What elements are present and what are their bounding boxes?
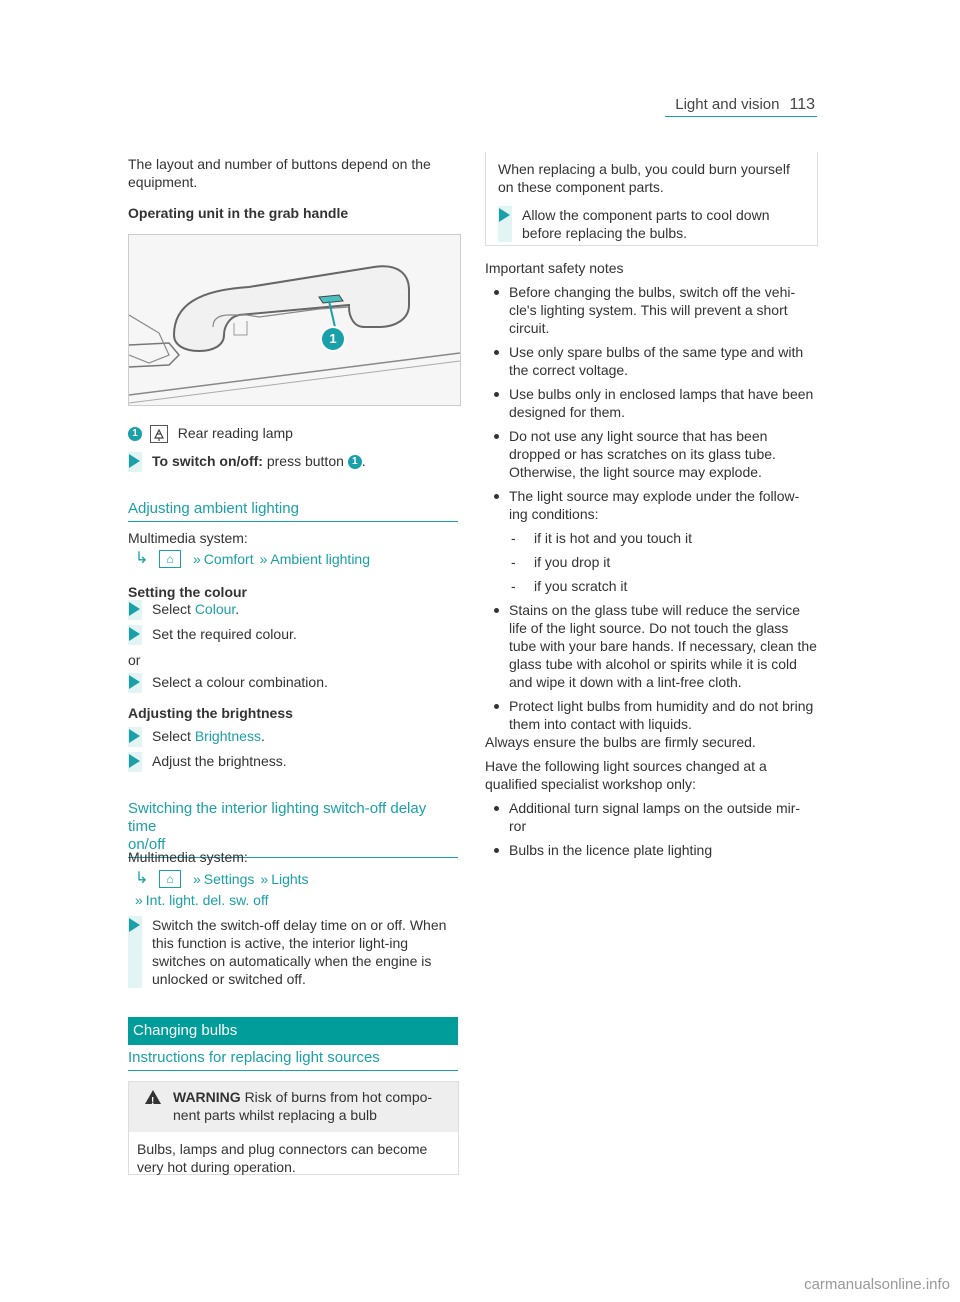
list-item: Bulbs in the licence plate lighting (485, 841, 817, 859)
ambient-heading: Adjusting ambient lighting (128, 500, 458, 522)
legend-item (128, 424, 458, 443)
return-arrow-icon: ↳ (135, 550, 149, 567)
step-text: Set the required colour. (152, 626, 297, 642)
chevron-icon: » (193, 871, 198, 887)
intro-text: The layout and number of buttons depend on the equipment. (128, 156, 431, 190)
grab-handle-drawing (129, 235, 460, 405)
callout-1: 1 (322, 328, 344, 350)
step-text: Adjust the brightness. (152, 753, 287, 769)
step-arrow-icon (128, 752, 142, 772)
chevron-icon: » (259, 551, 265, 567)
step-set-colour (128, 625, 458, 645)
warning-header (129, 1082, 458, 1132)
menu-comfort[interactable]: Comfort (203, 551, 254, 567)
step-arrow-icon (128, 673, 142, 693)
legend-text: Rear reading lamp (177, 425, 293, 441)
switchoff-menu-path (135, 870, 309, 888)
step-text: Select (152, 728, 191, 744)
step-arrow-icon (128, 600, 142, 620)
step-arrow-icon (128, 452, 142, 472)
step-select-colour: Select Colour. (128, 600, 458, 620)
home-icon[interactable]: ⌂ (159, 550, 181, 568)
list-item: Protect light bulbs from humidity and do not bring them into contact with liquids. (485, 697, 817, 733)
colour-link[interactable]: Colour (194, 601, 236, 617)
list-item-text: The light source may explode under the follow-ing conditions: (509, 488, 800, 522)
warning-step (486, 202, 817, 242)
safety-list (485, 283, 817, 865)
always-text: Always ensure the bulbs are firmly secured. (485, 734, 756, 750)
step-switch-delay (128, 916, 458, 988)
step-text: Select (152, 601, 191, 617)
list-item (485, 487, 817, 595)
warning-label: WARNING (173, 1089, 241, 1105)
header-rule (665, 116, 817, 117)
menu-int-light-del[interactable]: Int. light. del. sw. off (145, 892, 269, 908)
have-text: Have the following light sources changed at a qualified specialist workshop only: (485, 758, 767, 792)
warning-title: Risk of burns from hot compo-nent parts whilst replacing a bulb (173, 1089, 433, 1123)
chevron-icon: » (260, 871, 266, 887)
watermark: carmanualsonline.info (804, 1276, 950, 1293)
step-switch: To switch on/off: press button 1 . (128, 452, 458, 472)
list-item: Before changing the bulbs, switch off the vehi-cle's lighting system. This will prevent a short circuit. (485, 283, 817, 337)
return-arrow-icon: ↳ (135, 870, 149, 887)
switchoff-heading-line1: Switching the interior lighting switch-off delay time (128, 800, 427, 835)
ambient-system-label: Multimedia system: (128, 530, 248, 546)
grab-handle-heading: Operating unit in the grab handle (128, 205, 349, 221)
step-arrow-icon (498, 206, 512, 242)
step-arrow-icon (128, 727, 142, 747)
sub-list-item: - if you drop it (509, 553, 817, 571)
step-arrow-icon (128, 625, 142, 645)
list-item: Stains on the glass tube will reduce the service life of the light source. Do not touch the glass tube with your bare hands. If necessary, clean the glass tube with alcohol or spirits while it is cold and wipe it down with a lint-free cloth. (485, 601, 817, 691)
safety-heading: Important safety notes (485, 260, 624, 276)
section-title: Light and vision (675, 96, 780, 113)
warning-body: Bulbs, lamps and plug connectors can become very hot during operation. (137, 1141, 428, 1175)
or-text: or (128, 652, 141, 668)
brightness-heading: Adjusting the brightness (128, 705, 293, 721)
switchoff-heading-line2: on/off (128, 836, 166, 853)
step-text: Select a colour combination. (152, 674, 328, 690)
menu-lights[interactable]: Lights (271, 871, 309, 887)
home-icon[interactable]: ⌂ (159, 870, 181, 888)
step-text: Switch the switch-off delay time on or off. When this function is active, the interior light-ing switches on automatically when the engine is unlocked or switched off. (152, 917, 447, 987)
step-text: press button (266, 453, 344, 469)
warning-continued-text: When replacing a bulb, you could burn yourself on these component parts. (498, 161, 790, 195)
sub-list-item: - if it is hot and you touch it (509, 529, 817, 547)
warning-box (128, 1081, 459, 1175)
changing-bulbs-bar: Changing bulbs (128, 1017, 458, 1045)
list-item: Use bulbs only in enclosed lamps that have been designed for them. (485, 385, 817, 421)
colour-heading: Setting the colour (128, 584, 247, 600)
warning-continued-box (485, 152, 818, 246)
menu-settings[interactable]: Settings (203, 871, 255, 887)
running-header (675, 96, 815, 114)
step-combination (128, 673, 458, 693)
chevron-icon: » (193, 551, 198, 567)
step-text: Allow the component parts to cool down before replacing the bulbs. (522, 207, 770, 241)
instructions-heading: Instructions for replacing light sources (128, 1049, 458, 1071)
step-select-brightness: Select Brightness. (128, 727, 458, 747)
warning-icon: ! (145, 1090, 161, 1104)
switchoff-menu-path-2 (135, 891, 269, 909)
list-item: Use only spare bulbs of the same type and with the correct voltage. (485, 343, 817, 379)
ambient-menu-path (135, 550, 370, 568)
reading-lamp-icon (150, 425, 168, 443)
step-label: To switch on/off: (152, 453, 263, 469)
switchoff-system-label: Multimedia system: (128, 849, 248, 865)
menu-ambient-lighting[interactable]: Ambient lighting (270, 551, 371, 567)
sub-list-item: - if you scratch it (509, 577, 817, 595)
page-number: 113 (789, 96, 815, 113)
chevron-icon: » (135, 892, 140, 908)
list-item: Additional turn signal lamps on the outside mir-ror (485, 799, 817, 835)
step-num: 1 (348, 455, 362, 469)
list-item: Do not use any light source that has been dropped or has scratches on its glass tube. Otherwise, the light source may explode. (485, 427, 817, 481)
step-adjust-brightness (128, 752, 458, 772)
brightness-link[interactable]: Brightness (194, 728, 261, 744)
grab-handle-illustration (128, 234, 461, 406)
step-arrow-icon (128, 916, 142, 988)
legend-num: 1 (128, 427, 142, 441)
